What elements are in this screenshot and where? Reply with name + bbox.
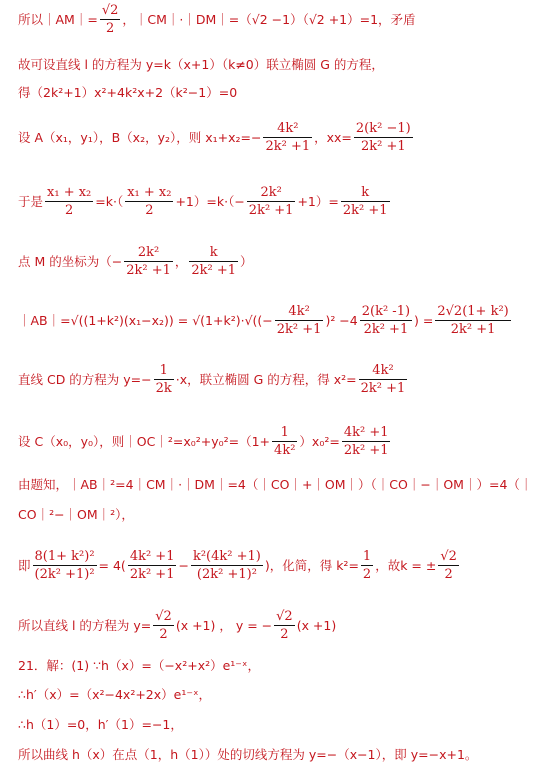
text-fragment: 所以曲线 h（x）在点（1，h（1））处的切线方程为 y=−（x−1），即 y=−x+1。 — [18, 747, 478, 762]
fraction — [435, 303, 510, 338]
fraction-denominator: 2 — [362, 567, 372, 582]
fraction-numerator: k — [189, 244, 238, 262]
text-fragment: 所以｜AM｜= — [18, 11, 98, 27]
text-fragment: CO｜²−｜OM｜²）， — [18, 507, 134, 522]
fraction-numerator: 2(k² -1) — [361, 304, 411, 319]
text-fragment: (x +1) ， y = − — [175, 617, 273, 633]
fraction-numerator: 2k² — [247, 184, 296, 202]
text-fragment: ，故k = ± — [375, 557, 437, 573]
text-fragment: ，xx= — [314, 129, 352, 145]
fraction — [100, 2, 121, 37]
fraction-numerator: √2 — [440, 549, 457, 564]
fraction-numerator: 1 — [362, 549, 372, 564]
line-12 — [18, 548, 461, 583]
line-11 — [18, 506, 134, 525]
text-fragment: (x +1) — [296, 617, 337, 633]
fraction — [272, 424, 297, 459]
fraction-denominator: 2k² +1 — [342, 203, 388, 218]
fraction-numerator: 2(k² −1) — [355, 121, 411, 136]
line-2 — [18, 56, 384, 75]
text-fragment: =k·（ — [95, 193, 124, 209]
line-17 — [18, 746, 477, 765]
fraction-denominator: 2k² +1 — [363, 322, 409, 337]
fraction-denominator: 2 — [159, 627, 168, 642]
fraction-numerator: 8(1+ k²)² — [34, 549, 95, 564]
text-fragment: ，｜CM｜·｜DM｜=（√2 −1）（√2 +1）=1，矛盾 — [122, 11, 416, 27]
text-fragment: = 4( — [98, 557, 126, 573]
fraction-denominator: 2 — [65, 203, 74, 218]
fraction-numerator: 4k² +1 — [343, 425, 389, 440]
fraction — [33, 548, 97, 583]
fraction-denominator: 2 — [280, 627, 289, 642]
fraction — [263, 120, 312, 155]
fraction-denominator: 2k² +1 — [265, 139, 311, 154]
text-fragment: ·x，联立椭圆 G 的方程，得 x²= — [175, 371, 357, 387]
text-fragment: ｜AB｜=√((1+k²)(x₁−x₂)) = √(1+k²)·√((− — [18, 312, 273, 328]
text-fragment: − — [178, 557, 189, 573]
fraction-numerator: k²(4k² +1) — [192, 549, 261, 564]
fraction — [153, 608, 174, 643]
fraction-numerator: 4k² — [263, 120, 312, 138]
text-fragment: 设 C（x₀，y₀），则｜OC｜²=x₀²+y₀²=（1+ — [18, 433, 271, 449]
fraction — [154, 362, 174, 397]
fraction-denominator: 4k² — [274, 443, 296, 458]
fraction-numerator: 4k² — [359, 362, 408, 380]
fraction-numerator: k — [341, 184, 390, 202]
fraction-numerator: √2 — [276, 609, 293, 624]
fraction — [361, 548, 373, 583]
fraction — [359, 362, 408, 397]
fraction-numerator: 2k² — [124, 244, 173, 262]
fraction — [354, 120, 413, 155]
text-fragment: 直线 CD 的方程为 y=− — [18, 371, 152, 387]
fraction — [124, 244, 173, 279]
line-16 — [18, 716, 183, 735]
fraction — [45, 184, 93, 219]
fraction-denominator: (2k² +1)² — [34, 567, 95, 582]
fraction-numerator: 1 — [154, 362, 174, 380]
text-fragment: 由题知，｜AB｜²=4｜CM｜·｜DM｜=4（｜CO｜+｜OM｜）（｜CO｜−｜OM｜）=4（｜ — [18, 477, 533, 492]
fraction — [189, 244, 238, 279]
fraction — [360, 303, 412, 338]
fraction-denominator: 2k² +1 — [450, 322, 496, 337]
text-fragment: ） — [240, 253, 253, 269]
fraction-numerator: √2 — [101, 3, 119, 18]
fraction-denominator: 2k² +1 — [360, 139, 406, 154]
text-fragment: 点 M 的坐标为（− — [18, 253, 123, 269]
text-fragment: )² −4 — [325, 312, 358, 328]
line-5 — [18, 184, 392, 219]
fraction-numerator: 2√2(1+ k²) — [437, 304, 509, 319]
fraction-denominator: 2k² +1 — [129, 567, 175, 582]
text-fragment: 得（2k²+1）x²+4k²x+2（k²−1）=0 — [18, 85, 238, 100]
line-10 — [18, 476, 532, 495]
line-1 — [18, 2, 416, 37]
text-fragment: 设 A（x₁，y₁），B（x₂，y₂），则 x₁+x₂=− — [18, 129, 262, 145]
fraction-numerator: x₁ + x₂ — [127, 185, 172, 200]
line-3 — [18, 84, 237, 103]
fraction — [128, 548, 177, 583]
line-14 — [18, 657, 260, 676]
text-fragment: 所以直线 l 的方程为 y= — [18, 617, 152, 633]
fraction — [341, 184, 390, 219]
text-fragment: ∴h（1）=0，h′（1）=−1， — [18, 717, 183, 732]
fraction — [191, 548, 263, 583]
text-fragment: 21．解：(1) ∵h（x）=（−x²+x²）e¹⁻ˣ， — [18, 658, 260, 673]
line-8 — [18, 362, 409, 397]
text-fragment: ∴h′（x）=（x²−4x²+2x）e¹⁻ˣ， — [18, 687, 211, 702]
fraction-denominator: 2k² +1 — [191, 263, 237, 278]
fraction-denominator: 2k² +1 — [343, 443, 389, 458]
fraction-denominator: 2 — [444, 567, 453, 582]
text-fragment: 即 — [18, 557, 31, 573]
fraction-numerator: 4k² +1 — [129, 549, 175, 564]
text-fragment: 故可设直线 l 的方程为 y=k（x+1）（k≠0）联立椭圆 G 的方程， — [18, 57, 384, 72]
fraction — [125, 184, 173, 219]
text-fragment: ， — [174, 253, 188, 269]
fraction-denominator: 2 — [105, 21, 115, 36]
text-fragment: 于是 — [18, 193, 44, 209]
text-fragment: +1）=k·（− — [175, 193, 245, 209]
text-fragment: +1）= — [297, 193, 339, 209]
fraction — [275, 303, 324, 338]
fraction — [247, 184, 296, 219]
fraction — [342, 424, 391, 459]
fraction-numerator: 4k² — [275, 303, 324, 321]
line-15 — [18, 686, 211, 705]
fraction-denominator: 2k² +1 — [360, 381, 406, 396]
line-7 — [18, 303, 513, 338]
line-9 — [18, 424, 392, 459]
fraction-denominator: 2k² +1 — [126, 263, 171, 278]
fraction — [438, 548, 459, 583]
fraction-denominator: 2k² +1 — [248, 203, 294, 218]
fraction-numerator: 1 — [272, 424, 297, 442]
fraction-denominator: 2k — [155, 381, 172, 396]
line-13 — [18, 608, 336, 643]
line-6 — [18, 244, 253, 279]
fraction-denominator: 2k² +1 — [276, 322, 322, 337]
text-fragment: )，化简，得 k²= — [264, 557, 359, 573]
text-fragment: ）x₀²= — [299, 433, 340, 449]
text-fragment: ) = — [414, 312, 434, 328]
fraction — [274, 608, 295, 643]
fraction-denominator: 2 — [145, 203, 154, 218]
line-4 — [18, 120, 415, 155]
fraction-numerator: x₁ + x₂ — [47, 185, 92, 200]
fraction-denominator: (2k² +1)² — [196, 567, 257, 582]
fraction-numerator: √2 — [155, 609, 172, 624]
